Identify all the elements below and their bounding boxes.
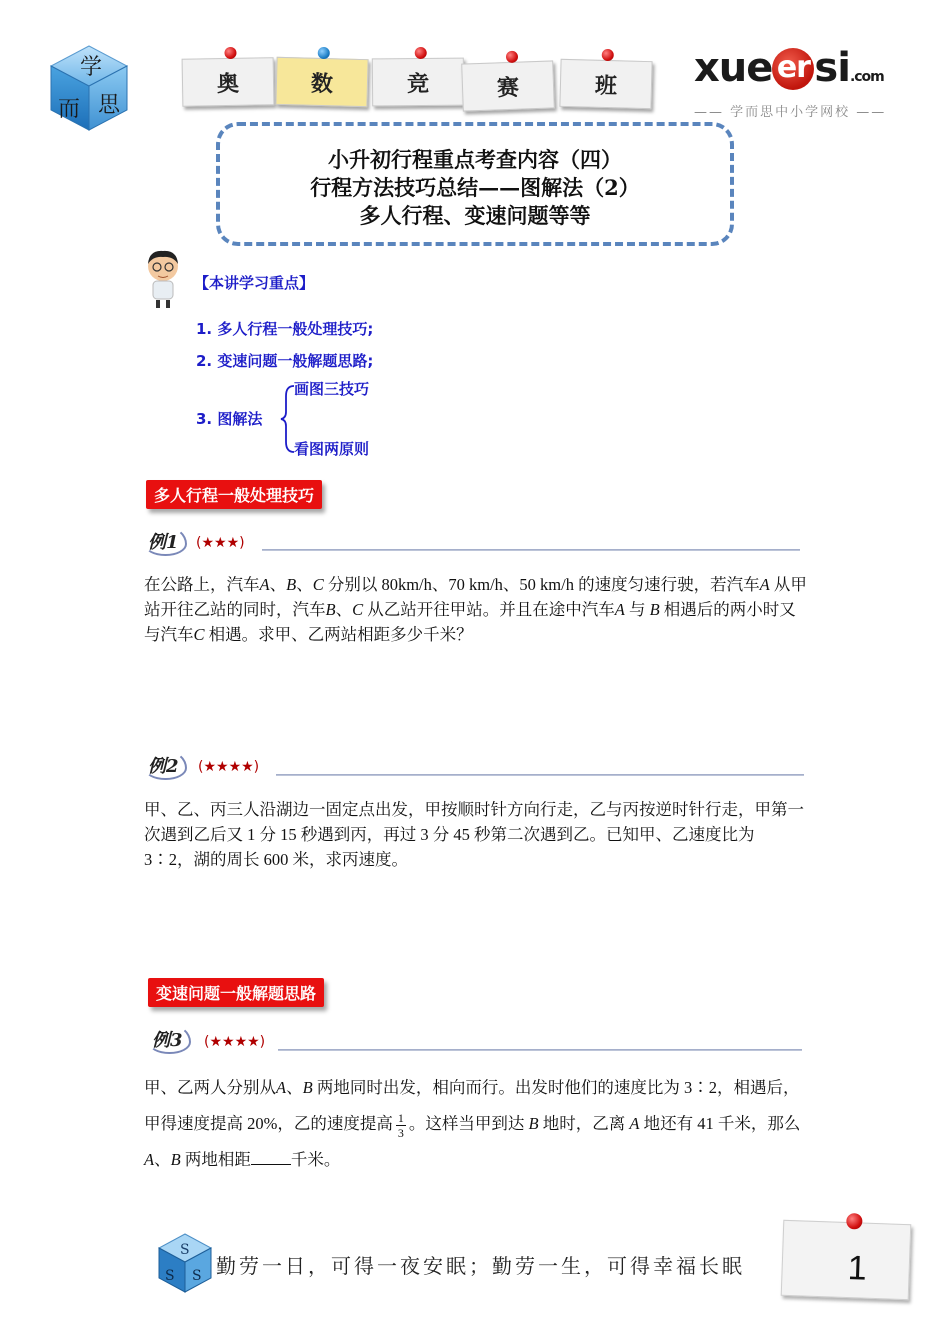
cube-char-right: 思: [98, 93, 121, 118]
pushpin-red-icon: [846, 1213, 863, 1230]
tab-jing: [372, 58, 464, 107]
tab-ban: [559, 59, 652, 109]
example-3-header: [148, 1024, 802, 1050]
pushpin-red-icon: [415, 47, 427, 59]
key-point-2: 2. 变速问题一般解题思路;: [196, 352, 374, 370]
pushpin-red-icon: [506, 51, 518, 63]
example-2-problem-text: 甲、乙、丙三人沿湖边一固定点出发，甲按顺时针方向行走，乙与丙按逆时针行走，甲第一次遇到乙后又 1 分 15 秒遇到丙，再过 3 分 45 秒第二次遇到乙。已知甲、乙速度比为 3∶2，湖的周长 600 米，求丙速度。: [144, 800, 804, 869]
key-points-heading: 【本讲学习重点】: [194, 274, 315, 292]
brand-subtitle: —— 学而思中小学网校 ——: [694, 105, 887, 120]
example-1-label: 例1: [144, 526, 187, 556]
brand-suffix: si: [814, 45, 850, 91]
svg-text:S: S: [180, 1242, 190, 1258]
key-point-3-sub-1: 画图三技巧: [294, 380, 370, 398]
title-line-2: 行程方法技巧总结——图解法（2）: [310, 175, 640, 200]
section-banner-variable-speed: 变速问题一般解题思路: [148, 978, 324, 1007]
example-3-label: 例3: [148, 1024, 191, 1054]
example-2-rule: [276, 774, 804, 776]
page-number: 1: [847, 1249, 868, 1288]
example-3-difficulty-stars: (★★★★): [204, 1034, 266, 1050]
tab-label: 奥: [216, 71, 240, 97]
tab-label: 班: [594, 73, 618, 99]
teacher-avatar: [143, 250, 183, 312]
fraction-one-third: $\frac{1}{3}$: [397, 1110, 404, 1140]
brand-tld: .com: [849, 69, 884, 85]
tab-label: 数: [310, 71, 334, 97]
example-2-label: 例2: [144, 750, 187, 780]
brand-wordmark: [694, 45, 914, 97]
tab-sai: [461, 60, 555, 111]
tab-ao: [182, 57, 275, 107]
pushpin-red-icon: [224, 47, 236, 59]
title-line-3: 多人行程、变速问题等等: [359, 203, 591, 228]
tab-label: 竞: [406, 71, 430, 97]
section-banner-multi-person: 多人行程一般处理技巧: [146, 480, 322, 509]
example-2-difficulty-stars: (★★★★): [198, 759, 260, 775]
teacher-cartoon-icon: [143, 250, 183, 312]
page-number-note: [781, 1220, 912, 1300]
xueersi-cube-logo: [44, 40, 134, 132]
answer-blank: [251, 1150, 291, 1165]
example-3-problem-text: 甲、乙两人分别从A、B 两地同时出发，相向而行。出发时他们的速度比为 3∶2，相遇后，甲得速度提高 20%，乙的速度提高 $\frac{1}{3}$ 。这样当甲到达 B 地时，乙离 A 地还有 41 千米，那么 A、B 两地相距 千米。: [144, 1078, 801, 1169]
tab-shu: [275, 57, 368, 107]
pushpin-red-icon: [602, 49, 614, 61]
example-3-rule: [278, 1049, 802, 1051]
key-point-3-sub-2: 看图两原则: [294, 440, 370, 458]
example-1-rule: [262, 549, 800, 551]
footer-motto: 勤劳一日，可得一夜安眠；勤劳一生，可得幸福长眠: [216, 1254, 745, 1278]
key-point-1: 1. 多人行程一般处理技巧;: [196, 320, 374, 338]
example-1-problem-text: 在公路上，汽车A、B、C 分别以 80km/h、70 km/h、50 km/h 的速度匀速行驶，若汽车A 从甲站开往乙站的同时，汽车B、C 从乙站开往甲站。并且在途中汽车A 与 B 相遇后的两小时又与汽车C 相遇。求甲、乙两站相距多少千米？: [144, 575, 807, 644]
tab-label: 赛: [496, 75, 520, 101]
example-1-header: [144, 526, 800, 552]
sss-cube-icon: [156, 1232, 214, 1294]
example-2-header: [144, 750, 804, 776]
title-line-1: 小升初行程重点考查内容（四）: [328, 147, 622, 172]
brand-prefix: xue: [694, 45, 773, 91]
footer-sss-cube-logo: [156, 1232, 214, 1294]
title-box: [216, 122, 734, 246]
svg-text:S: S: [165, 1268, 175, 1284]
example-1-difficulty-stars: (★★★): [196, 535, 245, 551]
cube-char-top: 学: [80, 55, 103, 80]
xueersi-brand-logo: [694, 45, 914, 120]
brand-highlight-circle: er: [772, 48, 814, 90]
pushpin-blue-icon: [318, 47, 330, 59]
cube-char-left: 而: [58, 97, 81, 122]
svg-text:S: S: [192, 1268, 202, 1284]
key-point-3: 3. 图解法: [196, 410, 263, 428]
